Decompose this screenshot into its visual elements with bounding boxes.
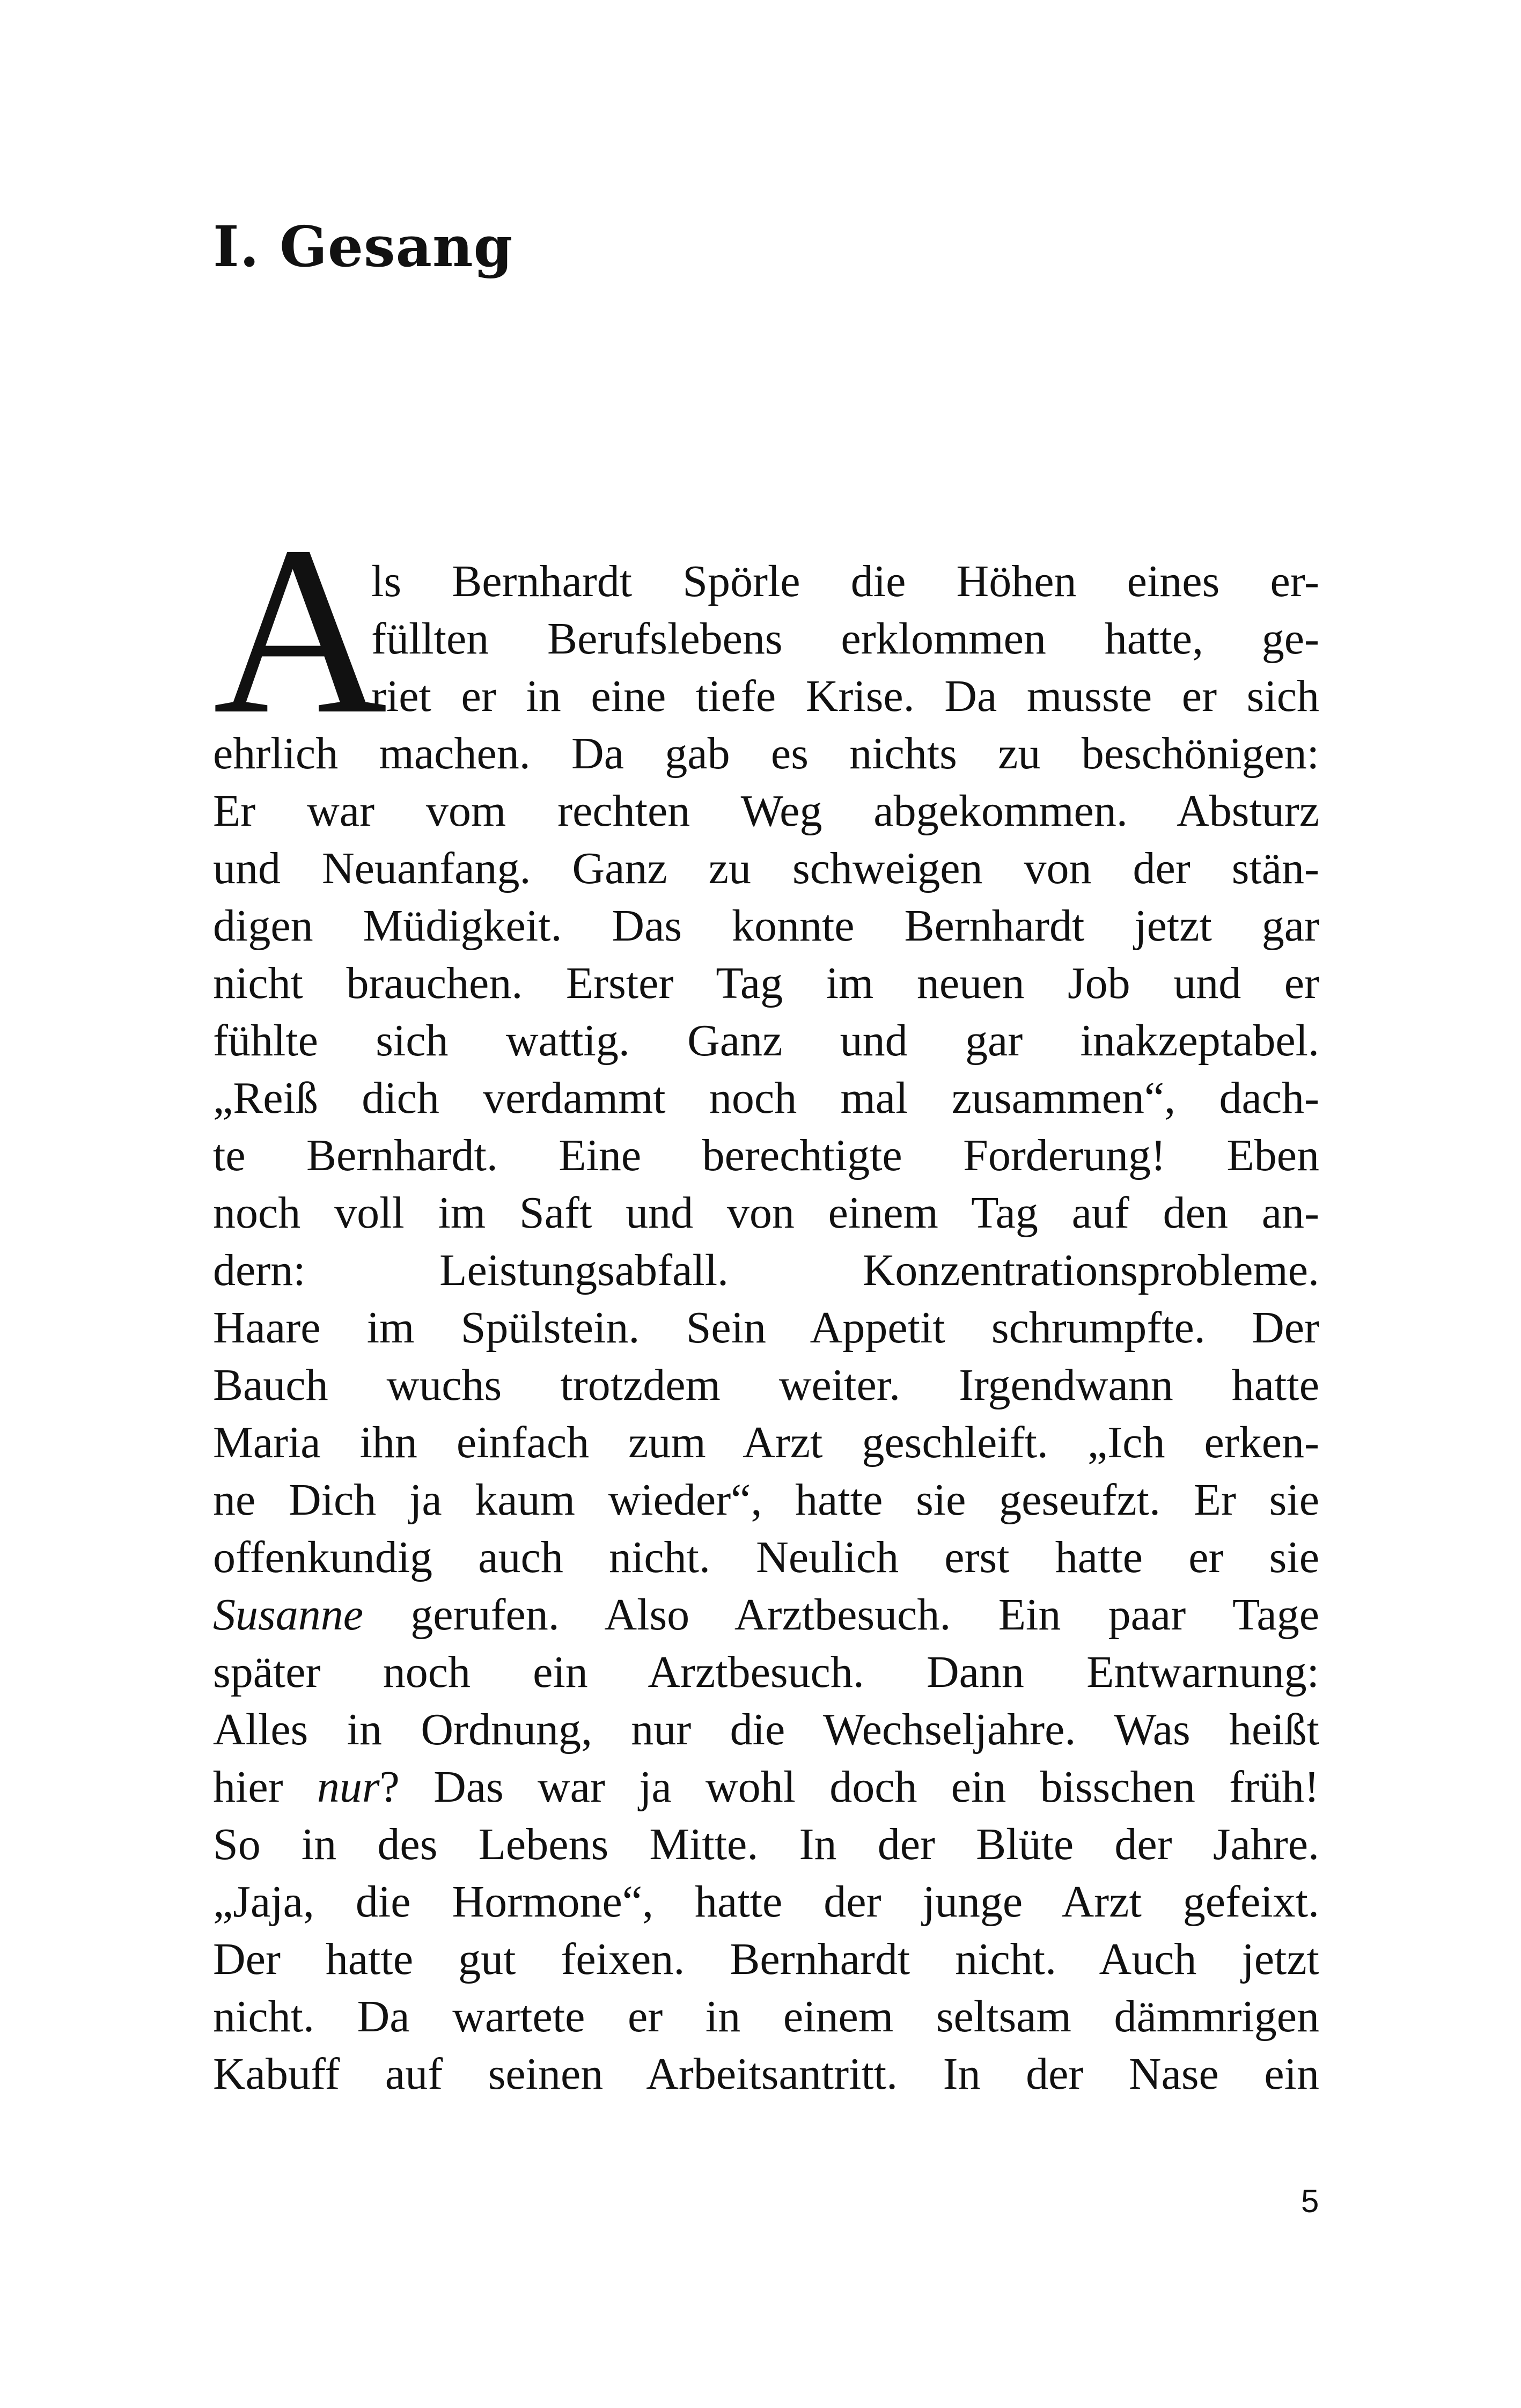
text-line bbox=[213, 1586, 1319, 1643]
text-line: fühlte sich wattig. Ganz und gar inakzeptabel. bbox=[213, 1016, 1319, 1066]
text-line: Alles in Ordnung, nur die Wechseljahre. Was heißt bbox=[213, 1705, 1319, 1754]
page-number: 5 bbox=[1301, 2183, 1319, 2219]
text-line: „Reiß dich verdammt noch mal zusammen“, dach- bbox=[213, 1073, 1319, 1123]
drop-cap: A bbox=[213, 497, 387, 764]
text-line: dern: Leistungsabfall. Konzentrationsprobleme. bbox=[213, 1245, 1319, 1295]
text-line: ls Bernhardt Spörle die Höhen eines er- bbox=[371, 556, 1319, 606]
text-segment: gerufen. Also Arztbesuch. Ein paar Tage bbox=[363, 1590, 1319, 1640]
italic-text: Susanne bbox=[213, 1590, 363, 1640]
text-line: digen Müdigkeit. Das konnte Bernhardt jetzt gar bbox=[213, 901, 1319, 951]
chapter-title: I. Gesang bbox=[213, 214, 513, 280]
text-line: füllten Berufslebens erklommen hatte, ge- bbox=[371, 614, 1319, 664]
text-line: Der hatte gut feixen. Bernhardt nicht. Auch jetzt bbox=[213, 1934, 1319, 1984]
text-line: offenkundig auch nicht. Neulich erst hatte er sie bbox=[213, 1532, 1319, 1582]
text-line: Haare im Spülstein. Sein Appetit schrumpfte. Der bbox=[213, 1303, 1319, 1353]
text-line: ne Dich ja kaum wieder“, hatte sie geseufzt. Er sie bbox=[213, 1475, 1319, 1525]
text-line: riet er in eine tiefe Krise. Da musste er sich bbox=[371, 671, 1319, 721]
text-line: Er war vom rechten Weg abgekommen. Absturz bbox=[213, 786, 1319, 836]
text-line: So in des Lebens Mitte. In der Blüte der Jahre. bbox=[213, 1819, 1319, 1869]
text-line: „Jaja, die Hormone“, hatte der junge Arzt gefeixt. bbox=[213, 1877, 1319, 1927]
text-line: später noch ein Arztbesuch. Dann Entwarnung: bbox=[213, 1647, 1319, 1697]
text-line: Kabuff auf seinen Arbeitsantritt. In der Nase ein bbox=[213, 2049, 1319, 2099]
text-line: und Neuanfang. Ganz zu schweigen von der stän- bbox=[213, 843, 1319, 893]
italic-text: nur bbox=[317, 1762, 380, 1812]
text-line: noch voll im Saft und von einem Tag auf den an- bbox=[213, 1188, 1319, 1238]
text-line: nicht brauchen. Erster Tag im neuen Job und er bbox=[213, 958, 1319, 1008]
text-segment: hier bbox=[213, 1762, 317, 1812]
body-text bbox=[213, 553, 1319, 2103]
text-line: te Bernhardt. Eine berechtigte Forderung! Eben bbox=[213, 1130, 1319, 1180]
text-line: nicht. Da wartete er in einem seltsam dämmrigen bbox=[213, 1992, 1319, 2042]
text-line: ehrlich machen. Da gab es nichts zu beschönigen: bbox=[213, 729, 1319, 779]
text-line: Bauch wuchs trotzdem weiter. Irgendwann hatte bbox=[213, 1360, 1319, 1410]
text-line bbox=[213, 1758, 1319, 1816]
text-segment: ? Das war ja wohl doch ein bisschen früh! bbox=[379, 1762, 1320, 1812]
text-line: Maria ihn einfach zum Arzt geschleift. „Ich erken- bbox=[213, 1418, 1319, 1467]
